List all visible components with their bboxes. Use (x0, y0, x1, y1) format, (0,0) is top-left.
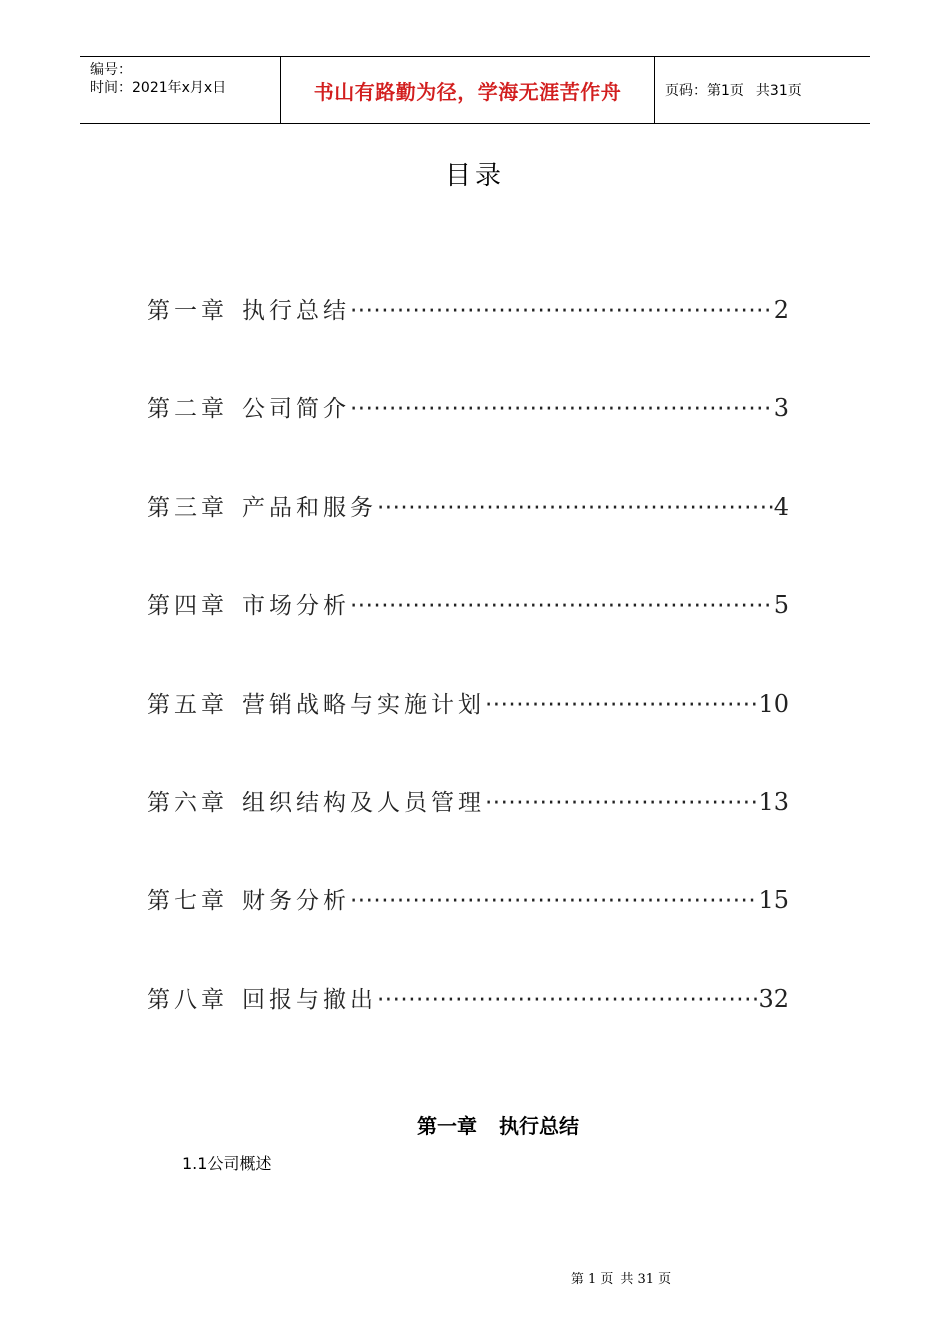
toc-title: 目录 (444, 161, 505, 191)
header-page-cell (655, 57, 870, 123)
toc-leader-dots (485, 683, 758, 727)
code-label: 编号： (90, 62, 132, 78)
header-meta-cell (80, 57, 281, 123)
toc-page-number: 2 (773, 296, 789, 324)
toc-chapter-number: 第三章 (147, 494, 228, 521)
toc-chapter-number: 第二章 (147, 396, 228, 423)
page-label: 页码：第1页 (665, 83, 744, 99)
toc-entry-8[interactable] (147, 977, 789, 1075)
toc-leader-dots (350, 879, 758, 923)
toc-leader-dots (350, 387, 774, 431)
toc-entry-2[interactable] (147, 386, 789, 484)
chapter-title: 执行总结 (499, 1114, 579, 1138)
toc-leader-dots (377, 978, 758, 1022)
toc-chapter-number: 第五章 (147, 691, 228, 718)
toc-chapter-number: 第四章 (147, 593, 228, 620)
toc-entry-3[interactable] (147, 485, 789, 583)
toc-page-number: 13 (758, 787, 789, 816)
toc-chapter-title: 市场分析 (242, 593, 350, 620)
toc-leader-dots (377, 486, 774, 530)
toc-page-number: 15 (758, 886, 789, 915)
toc-leader-dots (350, 584, 774, 628)
toc-page-number: 10 (758, 689, 789, 718)
toc-entry-4[interactable] (147, 583, 789, 681)
toc-leader-dots (350, 289, 774, 333)
toc-chapter-number: 第一章 (147, 298, 228, 324)
toc-chapter-title: 公司简介 (242, 396, 350, 423)
document-header (80, 56, 870, 124)
toc-page-number: 32 (758, 984, 789, 1013)
toc-entry-5[interactable] (147, 682, 789, 780)
toc-chapter-number: 第七章 (147, 888, 228, 915)
time-label: 时间：2021年x月x日 (90, 80, 227, 96)
toc-page-number: 4 (773, 492, 789, 521)
motto-text: 书山有路勤为径，学海无涯苦作舟 (313, 79, 622, 104)
toc-chapter-title: 回报与撤出 (242, 986, 377, 1013)
toc-page-number: 5 (773, 591, 789, 620)
toc-chapter-title: 财务分析 (242, 888, 350, 915)
section-heading: 1.1公司概述 (182, 1154, 272, 1173)
page-footer (0, 1268, 950, 1287)
toc-chapter-title: 营销战略与实施计划 (242, 691, 485, 718)
total-pages-label: 共31页 (755, 83, 802, 99)
table-of-contents (147, 288, 789, 1075)
chapter-number: 第一章 (417, 1114, 477, 1138)
chapter-heading (0, 1110, 950, 1139)
toc-leader-dots (485, 781, 758, 825)
toc-chapter-number: 第八章 (147, 986, 228, 1013)
toc-entry-7[interactable] (147, 878, 789, 976)
header-motto-cell (281, 57, 655, 123)
toc-page-number: 3 (773, 394, 789, 423)
toc-chapter-title: 执行总结 (242, 298, 350, 324)
toc-chapter-title: 产品和服务 (242, 494, 377, 521)
footer-page-number: 第 1 页 (570, 1272, 614, 1287)
toc-chapter-number: 第六章 (147, 789, 228, 816)
toc-chapter-title: 组织结构及人员管理 (242, 789, 485, 816)
toc-entry-6[interactable] (147, 780, 789, 878)
toc-entry-1[interactable] (147, 288, 789, 386)
footer-total-pages: 共 31 页 (620, 1272, 672, 1287)
